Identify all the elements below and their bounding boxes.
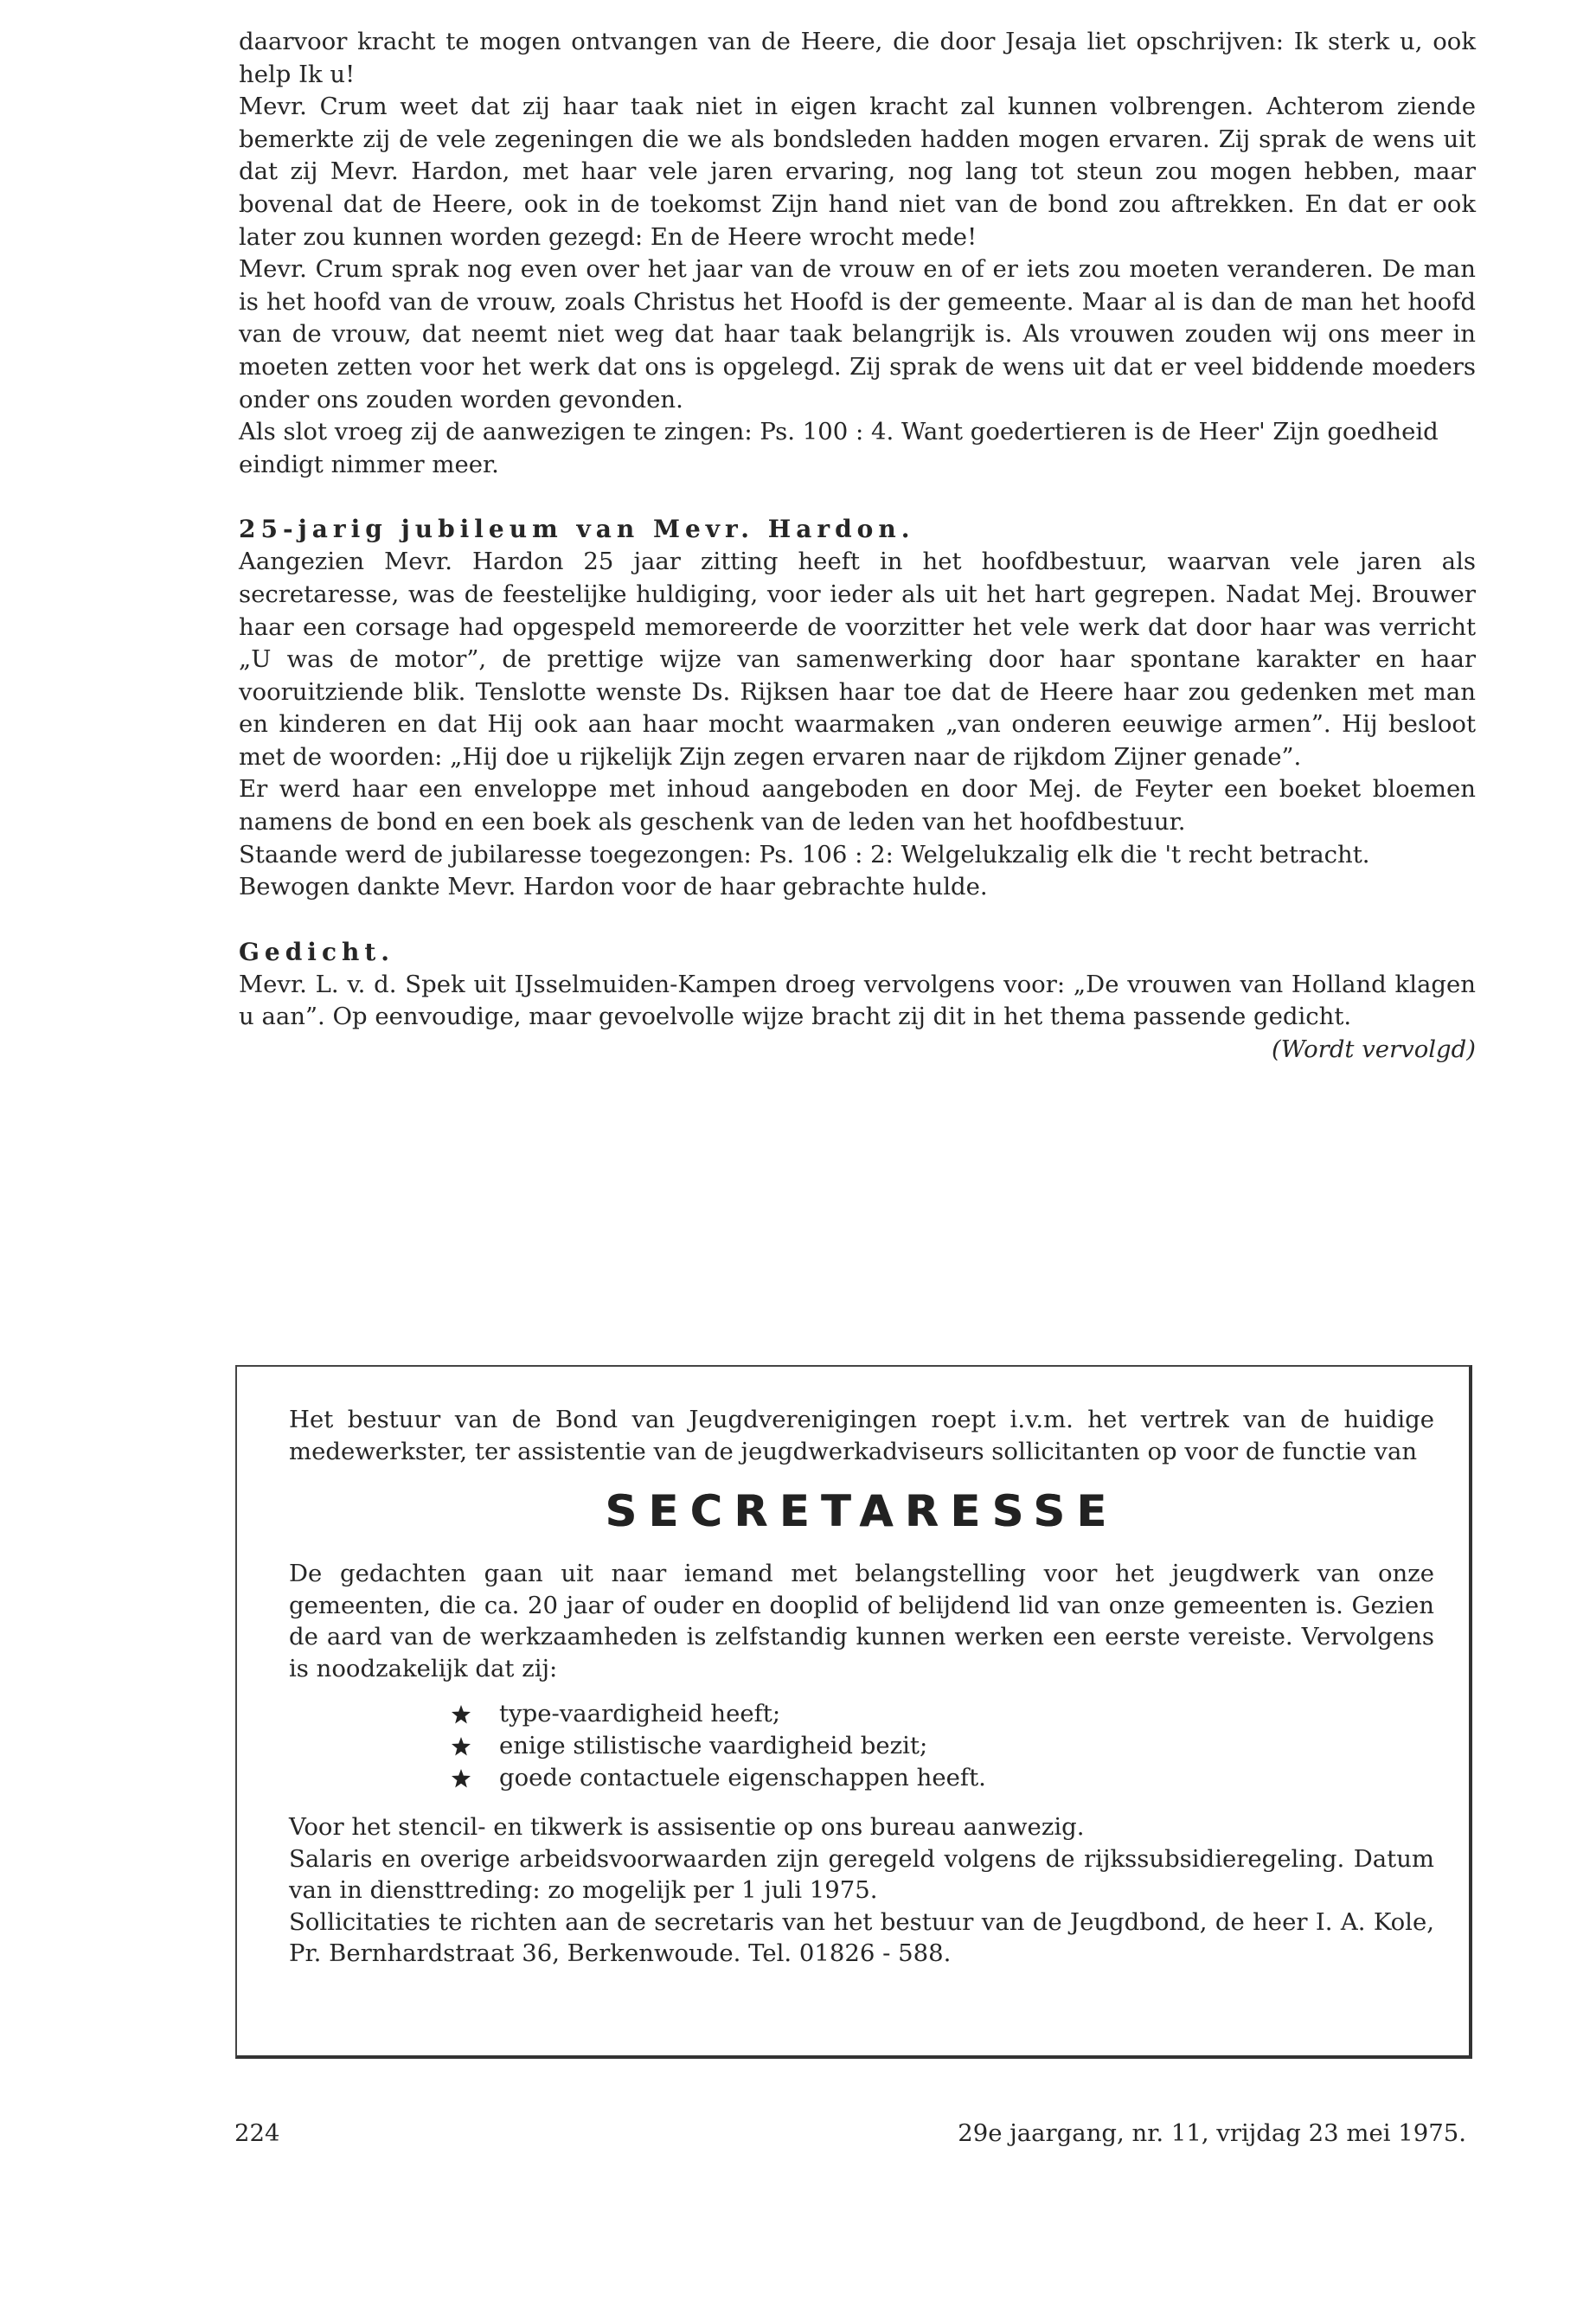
job-advertisement: [235, 1365, 1472, 2059]
requirement-text: goede contactuele eigenschappen heeft.: [499, 1764, 986, 1791]
list-item: [451, 1762, 1434, 1794]
article-paragraph-4: Als slot vroeg zij de aanwezigen te zingen: Ps. 100 : 4. Want goedertieren is de Heer' Zijn goedheid eindigt nimmer meer.: [239, 418, 1439, 478]
jubilee-paragraph-4: Bewogen dankte Mevr. Hardon voor de haar gebrachte hulde.: [239, 873, 988, 901]
article-paragraph-1: daarvoor kracht te mogen ontvangen van de Heere, die door Jesaja liet opschrijven: Ik sterk u, ook help Ik u!: [239, 28, 1476, 88]
poem-paragraph: [239, 969, 1476, 1064]
article-paragraph-3: Mevr. Crum sprak nog even over het jaar van de vrouw en of er iets zou moeten veranderen. De man is het hoofd van de vrouw, zoals Christus het Hoofd is der gemeente. Maar al is dan de man het hoofd van de vrouw, dat neemt niet weg dat haar taak belangrijk is. Als vrouwen zouden wij ons meer in moeten zetten voor het werk dat ons is opgelegd. Zij sprak de wens uit dat er veel biddende moeders onder ons zouden worden gevonden.: [239, 255, 1476, 413]
page-footer: [234, 2118, 1466, 2149]
list-item: [451, 1730, 1434, 1762]
list-item: [451, 1698, 1434, 1730]
star-icon: [451, 1704, 471, 1725]
requirements-list: [289, 1698, 1434, 1794]
article-column: [239, 26, 1476, 1067]
jubilee-paragraph-2: Er werd haar een enveloppe met inhoud aangeboden en door Mej. de Feyter een boeket bloemen namens de bond en een boek als geschenk van de leden van het hoofdbestuur.: [239, 775, 1476, 836]
ad-body: De gedachten gaan uit naar iemand met belangstelling voor het jeugdwerk van onze gemeenten, die ca. 20 jaar of ouder en dooplid of belijdend lid van onze gemeenten is. Gezien de aard van de werkzaamheden is zelfstandig kunnen werken een eerste vereiste. Vervolgens is noodzakelijk dat zij:: [289, 1560, 1434, 1682]
job-advertisement-content: [289, 1404, 1434, 1970]
jubilee-paragraph-1: Aangezien Mevr. Hardon 25 jaar zitting heeft in het hoofdbestuur, waarvan vele jaren als secretaresse, was de feestelijke huldiging, voor ieder als uit het hart gegrepen. Nadat Mej. Brouwer haar een corsage had opgespeld memoreerde de voorzitter het vele werk dat door haar was verricht „U was de motor”, de prettige wijze van samenwerking door haar spontane karakter en haar vooruitziende blik. Tenslotte wenste Ds. Rijksen haar toe dat de Heere haar zou gedenken met man en kinderen en dat Hij ook aan haar mocht waarmaken „van onderen eeuwige armen”. Hij besloot met de woorden: „Hij doe u rijkelijk Zijn zegen ervaren naar de rijkdom Zijner genade”.: [239, 548, 1476, 771]
requirement-text: type-vaardigheid heeft;: [499, 1700, 781, 1727]
article-paragraph-2: Mevr. Crum weet dat zij haar taak niet in eigen kracht zal kunnen volbrengen. Achterom ziende bemerkte zij de vele zegeningen die we als bondsleden hadden mogen ervaren. Zij sprak de wens uit dat zij Mevr. Hardon, met haar vele jaren ervaring, nog lang tot steun zou mogen hebben, maar bovenal dat de Heere, ook in de toekomst Zijn hand niet van de bond zou aftrekken. En dat er ook later zou kunnen worden gezegd: En de Heere wrocht mede!: [239, 93, 1476, 251]
star-icon: [451, 1768, 471, 1789]
ad-headline: SECRETARESSE: [605, 1486, 1118, 1536]
jubilee-section-title: 25-jarig jubileum van Mevr. Hardon.: [239, 515, 915, 544]
ad-closing-2: Salaris en overige arbeidsvoorwaarden zijn geregeld volgens de rijkssubsidieregeling. Datum van in diensttreding: zo mogelijk per 1 juli 1975.: [289, 1844, 1434, 1904]
ad-intro: Het bestuur van de Bond van Jeugdverenigingen roept i.v.m. het vertrek van de huidige medewerkster, ter assistentie van de jeugdwerkadviseurs sollicitanten op voor de functie van: [289, 1406, 1434, 1465]
poem-paragraph-text: Mevr. L. v. d. Spek uit IJsselmuiden-Kampen droeg vervolgens voor: „De vrouwen van Holland klagen u aan”. Op eenvoudige, maar gevoelvolle wijze bracht zij dit in het thema passende gedicht.: [239, 970, 1476, 1031]
ad-closing-3: Sollicitaties te richten aan de secretaris van het bestuur van de Jeugdbond, de heer I. A. Kole, Pr. Bernhardstraat 36, Berkenwoude. Tel. 01826 - 588.: [289, 1907, 1434, 1967]
page-number: 224: [234, 2119, 280, 2147]
jubilee-paragraph-3: Staande werd de jubilaresse toegezongen: Ps. 106 : 2: Welgelukzalig elk die 't recht betracht.: [239, 840, 1370, 868]
continued-note: (Wordt vervolgd): [1271, 1035, 1476, 1064]
issue-info: 29e jaargang, nr. 11, vrijdag 23 mei 1975.: [958, 2119, 1466, 2147]
requirement-text: enige stilistische vaardigheid bezit;: [499, 1732, 928, 1759]
ad-closing-1: Voor het stencil- en tikwerk is assisentie op ons bureau aanwezig.: [289, 1813, 1085, 1841]
star-icon: [451, 1736, 471, 1757]
poem-section-title: Gedicht.: [239, 937, 395, 966]
